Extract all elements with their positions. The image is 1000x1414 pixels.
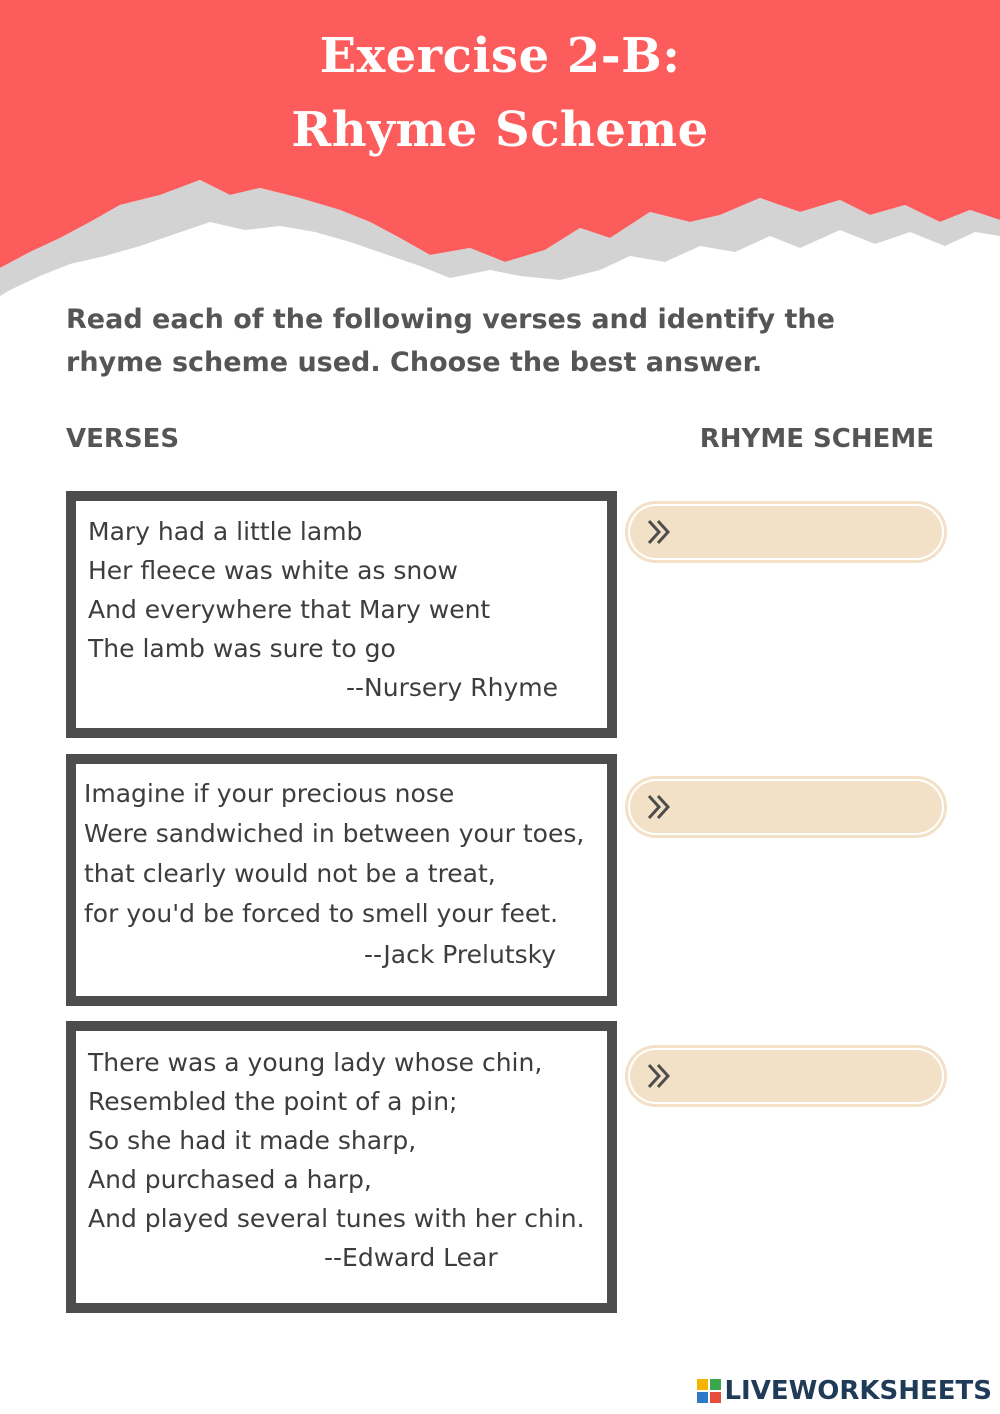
verse-line: And purchased a harp, — [88, 1165, 372, 1194]
double-chevron-right-icon — [645, 792, 675, 822]
verse-line: for you'd be forced to smell your feet. — [84, 899, 559, 928]
verse-line: And everywhere that Mary went — [88, 595, 491, 624]
verse-line: And played several tunes with her chin. — [88, 1204, 585, 1233]
answer-input-2[interactable] — [685, 788, 929, 828]
title-line-1: Exercise 2-B: — [319, 28, 681, 84]
verse-line: Mary had a little lamb — [88, 517, 363, 546]
answer-input-3[interactable] — [685, 1057, 929, 1097]
answer-field-3[interactable] — [625, 1045, 947, 1107]
answer-input-1[interactable] — [685, 513, 929, 553]
title-line-2: Rhyme Scheme — [291, 102, 709, 158]
verse-lines — [84, 774, 584, 934]
answer-field-1[interactable] — [625, 501, 947, 563]
brand-name: LIVEWORKSHEETS — [724, 1376, 992, 1406]
attribution: --Edward Lear — [324, 1243, 498, 1272]
attribution: --Nursery Rhyme — [346, 673, 559, 702]
double-chevron-right-icon — [645, 1061, 675, 1091]
verse-line: The lamb was sure to go — [88, 634, 396, 663]
verse-lines — [88, 1043, 585, 1238]
verse-lines — [88, 512, 490, 668]
instructions: Read each of the following verses and identify the rhyme scheme used. Choose the best answer. — [66, 304, 835, 378]
verse-line: that clearly would not be a treat, — [84, 859, 496, 888]
verse-line: There was a young lady whose chin, — [88, 1048, 543, 1077]
verse-box-1 — [66, 491, 617, 738]
verse-line: Resembled the point of a pin; — [88, 1087, 458, 1116]
double-chevron-right-icon — [645, 517, 675, 547]
answer-field-2[interactable] — [625, 776, 947, 838]
verses-heading: VERSES — [66, 424, 180, 454]
liveworksheets-mark-icon — [696, 1378, 722, 1404]
header-banner — [0, 0, 1000, 310]
verse-line: So she had it made sharp, — [88, 1126, 417, 1155]
liveworksheets-logo — [696, 1376, 992, 1406]
verse-line: Imagine if your precious nose — [84, 779, 455, 808]
verse-line: Were sandwiched in between your toes, — [84, 819, 585, 848]
verse-line: Her fleece was white as snow — [88, 556, 458, 585]
verse-box-3 — [66, 1021, 617, 1313]
rhyme-scheme-heading: RHYME SCHEME — [699, 424, 934, 454]
verse-box-2 — [66, 754, 617, 1006]
attribution: --Jack Prelutsky — [364, 940, 557, 969]
